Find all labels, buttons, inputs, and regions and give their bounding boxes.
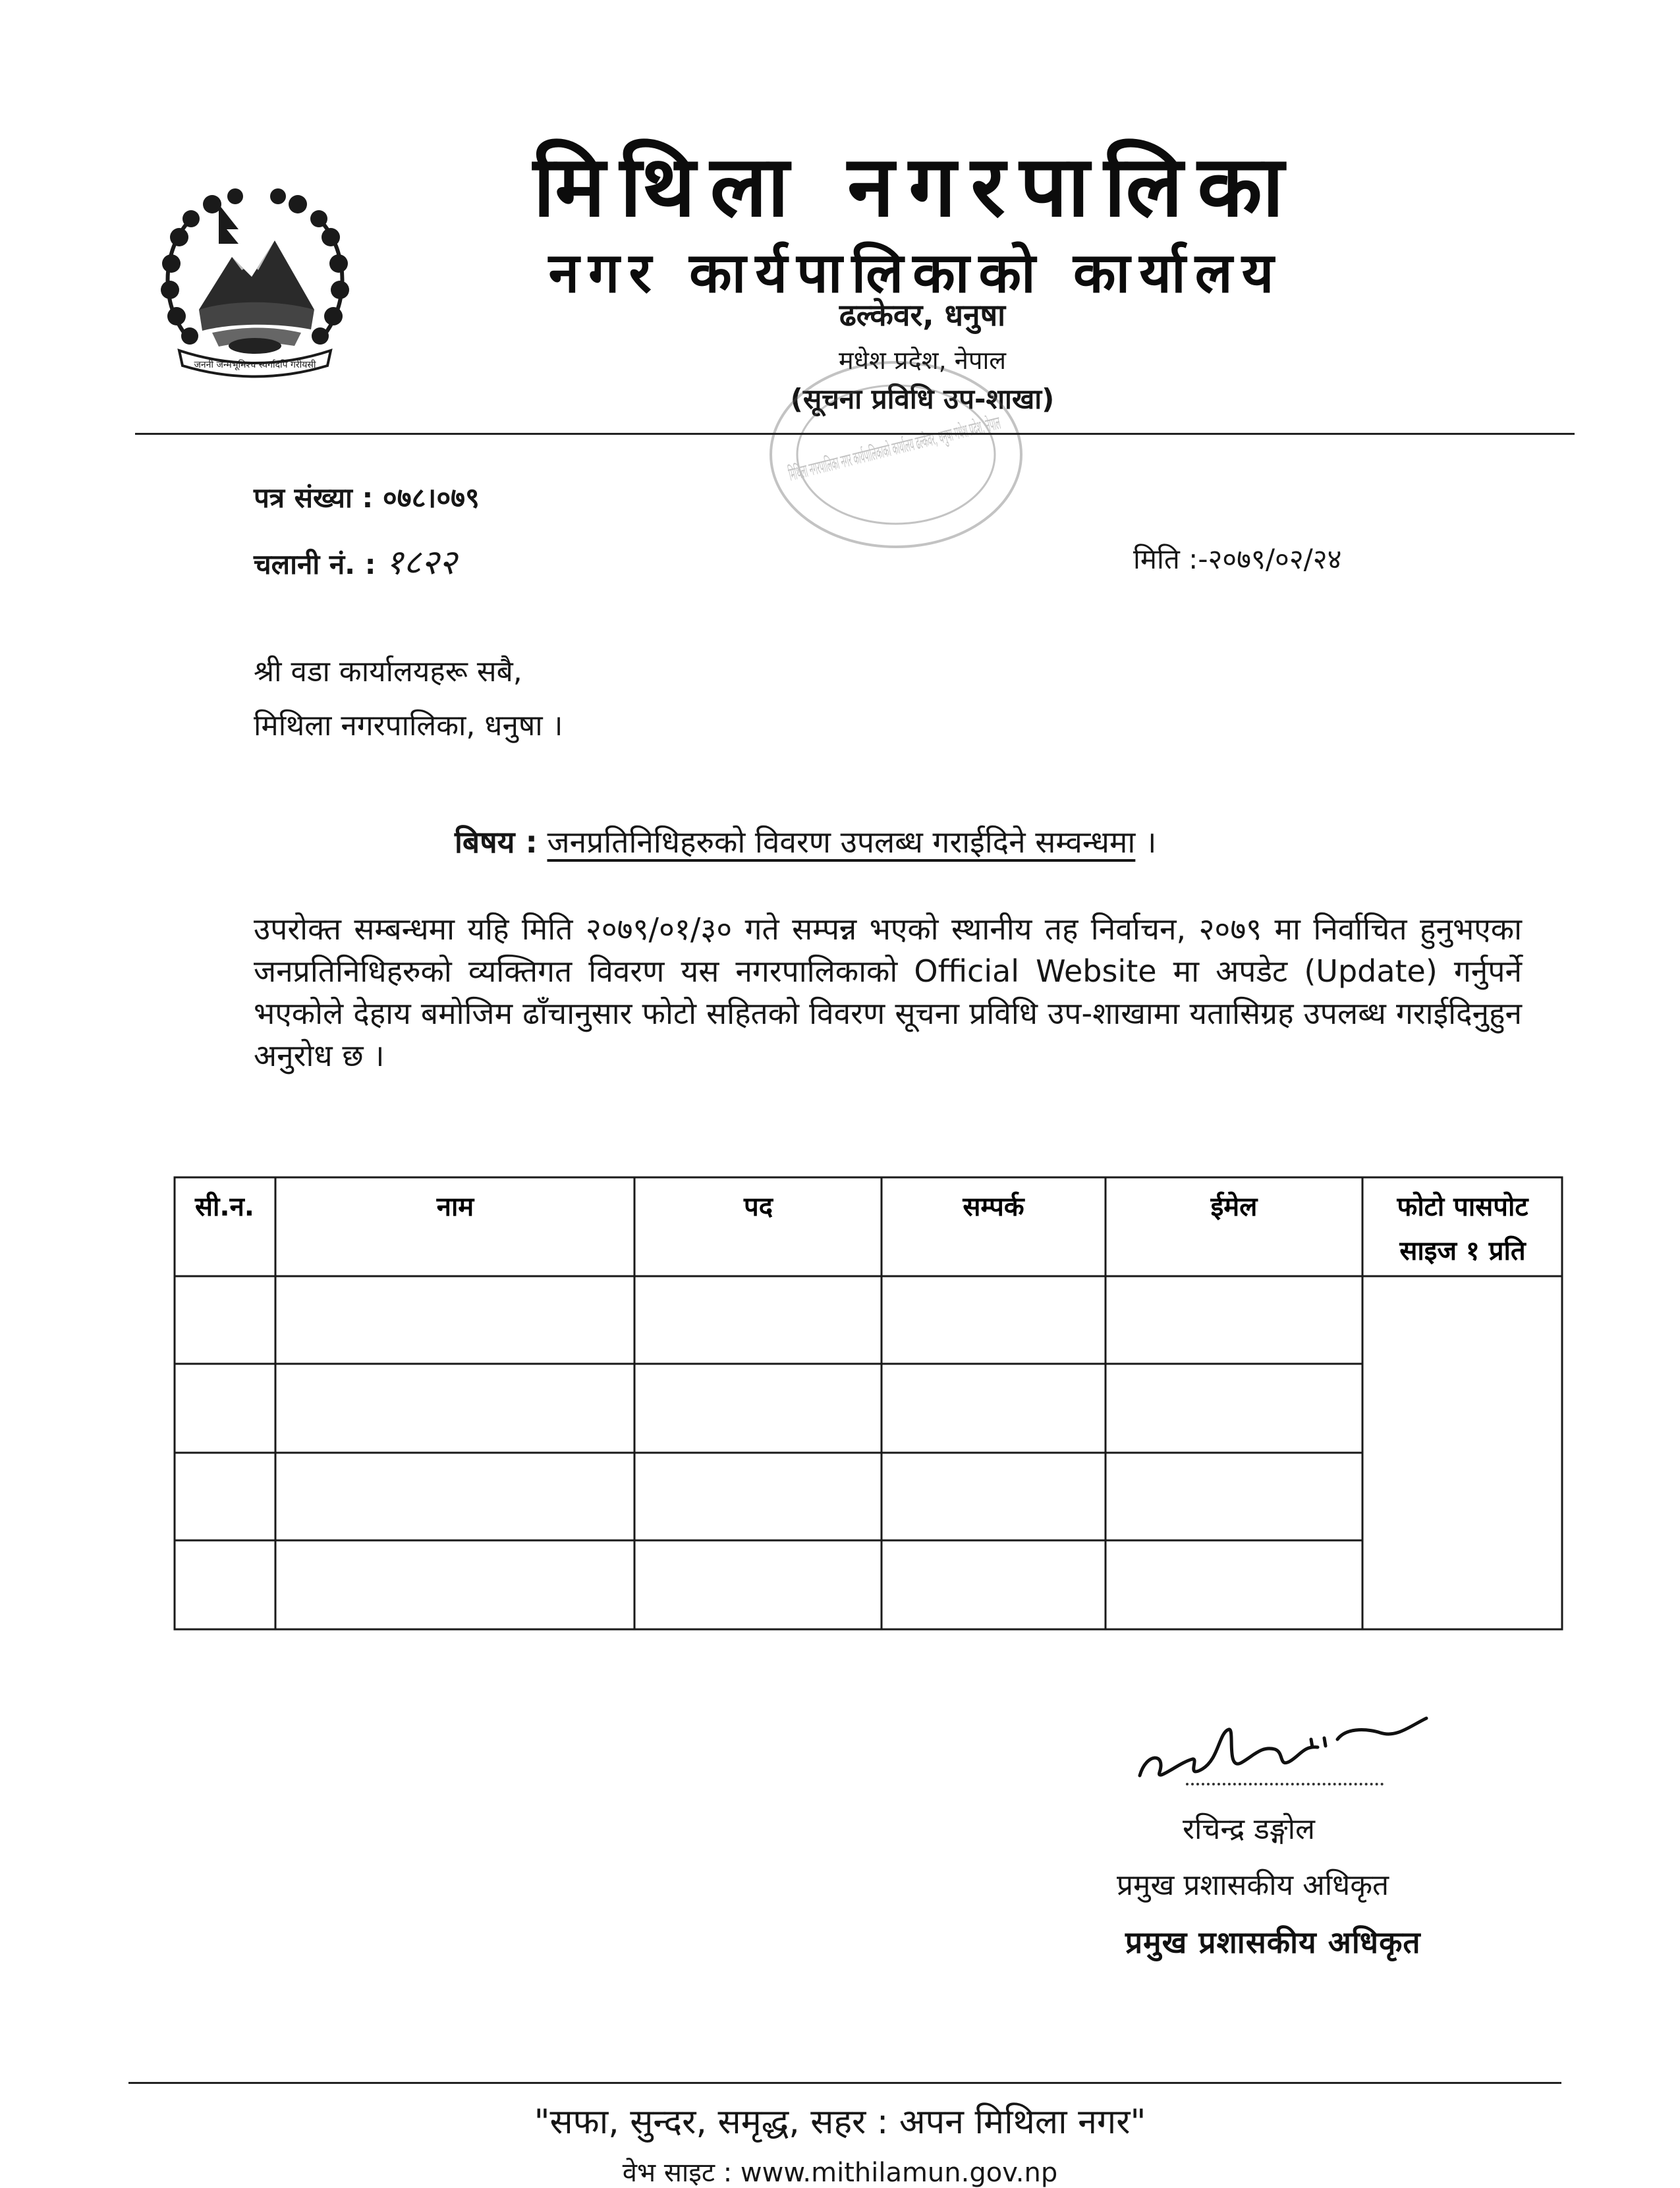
dispatch-number bbox=[254, 543, 457, 582]
footer-divider bbox=[128, 2082, 1561, 2084]
addressee-line-1: श्री वडा कार्यालयहरू सबै, bbox=[254, 655, 522, 688]
header-post: पद bbox=[744, 1192, 773, 1222]
signatory-name: रचिन्द्र डङ्गोल bbox=[1183, 1812, 1315, 1846]
header-divider bbox=[135, 433, 1575, 435]
nepal-emblem-logo bbox=[153, 178, 357, 379]
header-contact: सम्पर्क bbox=[963, 1192, 1024, 1222]
subject-text: जनप्रतिनिधिहरुको विवरण उपलब्ध गराईदिने सम्वन्धमा bbox=[547, 824, 1136, 860]
dispatch-number-value: १८२२ bbox=[385, 543, 457, 582]
province-name: मधेश प्रदेश, नेपाल bbox=[838, 346, 1007, 375]
signatory-designation: प्रमुख प्रशासकीय अधिकृत bbox=[1117, 1868, 1389, 1902]
designation-stamp: प्रमुख प्रशासकीय अधिकृत bbox=[1125, 1924, 1421, 1960]
signature-line bbox=[1186, 1783, 1384, 1785]
header-name: नाम bbox=[436, 1192, 474, 1222]
office-name: नगर कार्यपालिकाको कार्यालय bbox=[548, 240, 1283, 305]
header-sn: सी.न. bbox=[195, 1192, 254, 1222]
office-address: ढल्केवर, धनुषा bbox=[839, 297, 1006, 333]
footer-website: वेभ साइट : www.mithilamun.gov.np bbox=[622, 2158, 1058, 2188]
date-label: मिति :- bbox=[1133, 543, 1208, 575]
office-round-seal bbox=[758, 349, 1034, 560]
representatives-table bbox=[173, 1176, 1563, 1631]
header-photo-line-1: फोटो पासपोट bbox=[1397, 1192, 1528, 1222]
letter-date bbox=[1133, 543, 1342, 575]
handwritten-signature bbox=[1120, 1700, 1430, 1792]
letter-number-label: पत्र संख्या : bbox=[254, 482, 374, 514]
emblem-motto: जननी जन्मभूमिश्च स्वर्गादपि गरीयसी bbox=[194, 360, 316, 370]
body-paragraph: उपरोक्त सम्बन्धमा यहि मिति २०७९/०१/३० गते सम्पन्न भएको स्थानीय तह निर्वाचन, २०७९ मा निर्वाचित हुनुभएका जनप्रतिनिधिहरुको व्यक्तिगत विवरण यस नगरपालिकाको Official Website मा अपडेट (Update) गर्नुपर्ने भएकोले देहाय बमोजिम ढाँचानुसार फोटो सहितको विवरण सूचना प्रविधि उप-शाखामा यतासिग्रह उपलब्ध गराईदिनुहुन अनुरोध छ । bbox=[254, 911, 1522, 1073]
letter-number bbox=[254, 484, 480, 512]
branch-name: (सूचना प्रविधि उप-शाखा) bbox=[790, 383, 1055, 415]
seal-text: मिथिला नगरपालिका नगर कार्यपालिकाको bbox=[786, 397, 1034, 486]
subject-label: बिषय : bbox=[455, 824, 538, 860]
date-value: २०७९/०२/२४ bbox=[1208, 543, 1342, 575]
subject-end: । bbox=[1144, 824, 1157, 860]
header-email: ईमेल bbox=[1210, 1192, 1258, 1222]
municipality-name: मिथिला नगरपालिका bbox=[533, 138, 1299, 236]
dispatch-number-label: चलानी नं. : bbox=[254, 548, 376, 580]
footer-slogan: "सफा, सुन्दर, समृद्ध, सहर : अपन मिथिला नगर" bbox=[534, 2102, 1146, 2142]
letter-number-value: ०७८।०७९ bbox=[382, 482, 480, 514]
subject-line bbox=[455, 824, 1157, 860]
addressee-line-2: मिथिला नगरपालिका, धनुषा । bbox=[254, 709, 563, 743]
header-photo-line-2: साइज १ प्रति bbox=[1399, 1236, 1526, 1266]
